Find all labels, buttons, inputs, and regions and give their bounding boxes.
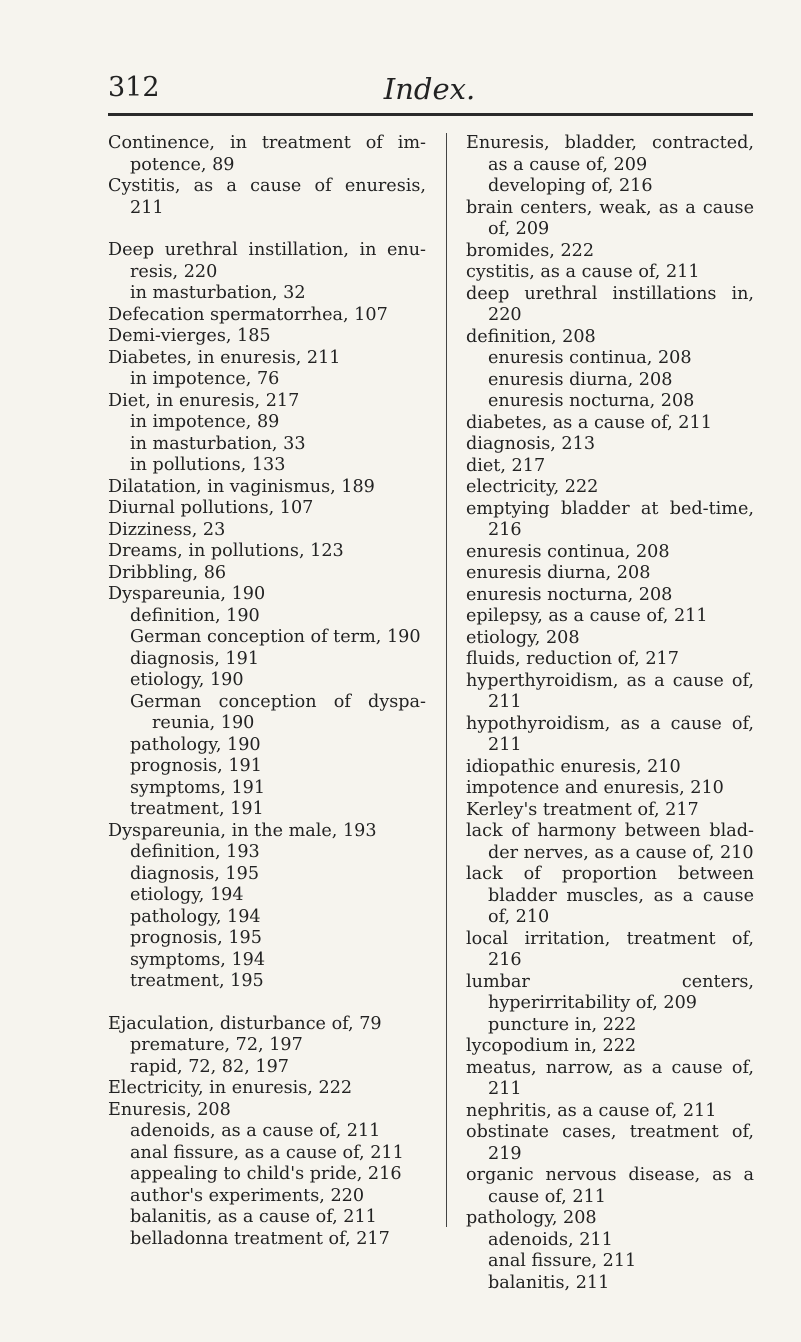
index-entry: bromides, 222 bbox=[466, 240, 595, 261]
column-divider bbox=[446, 133, 447, 1227]
index-entry: Dizziness, 23 bbox=[108, 519, 226, 540]
index-subentry: anal fissure, 211 bbox=[488, 1251, 637, 1271]
index-subentry: enuresis nocturna, 208 bbox=[488, 391, 695, 411]
index-subentry: diagnosis, 195 bbox=[130, 863, 260, 884]
index-subentry: puncture in, 222 bbox=[488, 1014, 637, 1035]
index-entry: Cystitis, as a cause of enuresis, 211 bbox=[108, 176, 426, 218]
index-subentry: pathology, 190 bbox=[130, 734, 261, 755]
index-entry: Dilatation, in vaginismus, 189 bbox=[108, 476, 375, 497]
index-subentry: appealing to child's pride, 216 bbox=[130, 1164, 402, 1184]
index-entry: Ejaculation, disturbance of, 79 bbox=[108, 1013, 382, 1034]
index-subentry: balanitis, as a cause of, 211 bbox=[130, 1207, 377, 1227]
section-gap bbox=[108, 993, 426, 1014]
index-subentry: rapid, 72, 82, 197 bbox=[130, 1056, 289, 1077]
index-entry: pathology, 208 bbox=[466, 1208, 597, 1228]
index-subentry: author's experiments, 220 bbox=[130, 1185, 365, 1206]
index-entry: Defecation spermatorrhea, 107 bbox=[108, 304, 388, 325]
index-entry: electricity, 222 bbox=[466, 477, 599, 497]
index-entry: etiology, 208 bbox=[466, 627, 580, 648]
index-entry: Electricity, in enuresis, 222 bbox=[108, 1078, 353, 1098]
index-column-left bbox=[108, 133, 426, 1250]
index-entry: diagnosis, 213 bbox=[466, 434, 596, 454]
index-entry: cystitis, as a cause of, 211 bbox=[466, 262, 700, 282]
index-subentry: developing of, 216 bbox=[488, 176, 653, 196]
index-entry: Diurnal pollutions, 107 bbox=[108, 498, 314, 518]
index-subentry: anal fissure, as a cause of, 211 bbox=[130, 1142, 404, 1163]
index-entry: lack of harmony between blad-der nerves, as a cause of, 210 bbox=[466, 821, 754, 863]
index-subentry: belladonna treatment of, 217 bbox=[130, 1228, 390, 1249]
index-entry: lycopodium in, 222 bbox=[466, 1036, 637, 1056]
index-subentry: adenoids, as a cause of, 211 bbox=[130, 1121, 381, 1141]
index-subentry: treatment, 191 bbox=[130, 799, 264, 819]
index-subentry: in impotence, 89 bbox=[130, 412, 280, 432]
index-entry: Kerley's treatment of, 217 bbox=[466, 799, 699, 820]
index-subentry: in impotence, 76 bbox=[130, 369, 280, 389]
index-subentry: enuresis diurna, 208 bbox=[488, 369, 673, 390]
index-subentry: in masturbation, 32 bbox=[130, 283, 306, 303]
index-entry: obstinate cases, treatment of, 219 bbox=[466, 1122, 754, 1164]
index-column-right bbox=[466, 133, 754, 1294]
index-subentry: premature, 72, 197 bbox=[130, 1035, 303, 1055]
index-entry: hyperthyroidism, as a cause of, 211 bbox=[466, 670, 754, 712]
index-subentry: German conception of dyspa-reunia, 190 bbox=[130, 691, 426, 733]
index-entry: lack of proportion between bladder muscles, as a cause of, 210 bbox=[466, 864, 754, 927]
index-subentry: etiology, 194 bbox=[130, 885, 244, 905]
index-entry: local irritation, treatment of, 216 bbox=[466, 928, 754, 970]
index-subentry: definition, 190 bbox=[130, 605, 260, 626]
index-entry: fluids, reduction of, 217 bbox=[466, 649, 679, 669]
index-entry: Diet, in enuresis, 217 bbox=[108, 390, 300, 411]
index-subentry: treatment, 195 bbox=[130, 971, 264, 991]
index-entry: Continence, in treatment of im-potence, 89 bbox=[108, 133, 426, 175]
index-entry: deep urethral instillations in, 220 bbox=[466, 283, 754, 325]
page-header bbox=[108, 72, 751, 106]
index-entry: lumbar centers, hyperirritability of, 209 bbox=[466, 971, 754, 1013]
index-subentry: in masturbation, 33 bbox=[130, 433, 306, 454]
index-subentry: pathology, 194 bbox=[130, 906, 261, 927]
section-gap bbox=[108, 219, 426, 240]
index-entry: nephritis, as a cause of, 211 bbox=[466, 1100, 717, 1121]
index-subentry: symptoms, 194 bbox=[130, 949, 266, 970]
index-entry: diabetes, as a cause of, 211 bbox=[466, 412, 712, 433]
running-title: Index. bbox=[383, 72, 476, 106]
index-entry: enuresis diurna, 208 bbox=[466, 563, 651, 583]
index-entry: diet, 217 bbox=[466, 455, 546, 476]
index-entry: enuresis nocturna, 208 bbox=[466, 584, 673, 605]
index-entry: Diabetes, in enuresis, 211 bbox=[108, 347, 341, 368]
index-subentry: diagnosis, 191 bbox=[130, 648, 260, 669]
index-subentry: definition, 193 bbox=[130, 842, 260, 862]
index-entry: Dyspareunia, in the male, 193 bbox=[108, 820, 377, 841]
index-entry: epilepsy, as a cause of, 211 bbox=[466, 606, 708, 626]
index-subentry: adenoids, 211 bbox=[488, 1229, 613, 1250]
index-subentry: German conception of term, 190 bbox=[130, 627, 421, 647]
index-entry: meatus, narrow, as a cause of, 211 bbox=[466, 1057, 754, 1099]
index-subentry: symptoms, 191 bbox=[130, 777, 266, 798]
index-entry: Dyspareunia, 190 bbox=[108, 584, 266, 604]
index-subentry: prognosis, 195 bbox=[130, 928, 262, 948]
header-rule bbox=[108, 113, 753, 116]
index-subentry: in pollutions, 133 bbox=[130, 455, 286, 475]
index-entry: impotence and enuresis, 210 bbox=[466, 778, 724, 798]
index-entry: Enuresis, 208 bbox=[108, 1099, 231, 1120]
index-entry: organic nervous disease, as a cause of, 211 bbox=[466, 1165, 754, 1207]
index-entry: Demi-vierges, 185 bbox=[108, 326, 271, 346]
index-entry: Dreams, in pollutions, 123 bbox=[108, 541, 344, 561]
index-subentry: balanitis, 211 bbox=[488, 1272, 610, 1293]
index-entry: definition, 208 bbox=[466, 326, 596, 347]
index-subentry: prognosis, 191 bbox=[130, 756, 262, 776]
index-entry: brain centers, weak, as a cause of, 209 bbox=[466, 197, 754, 239]
index-entry: Enuresis, bladder, contracted, as a cause of, 209 bbox=[466, 133, 754, 175]
index-entry: enuresis continua, 208 bbox=[466, 541, 670, 562]
index-subentry: etiology, 190 bbox=[130, 670, 244, 690]
index-entry: hypothyroidism, as a cause of, 211 bbox=[466, 713, 754, 755]
index-entry: Dribbling, 86 bbox=[108, 562, 227, 583]
page-number: 312 bbox=[108, 72, 160, 103]
index-entry: emptying bladder at bed-time, 216 bbox=[466, 498, 754, 540]
index-entry: idiopathic enuresis, 210 bbox=[466, 756, 681, 777]
index-subentry: enuresis continua, 208 bbox=[488, 348, 692, 368]
index-entry: Deep urethral instillation, in enu-resis, 220 bbox=[108, 240, 426, 282]
